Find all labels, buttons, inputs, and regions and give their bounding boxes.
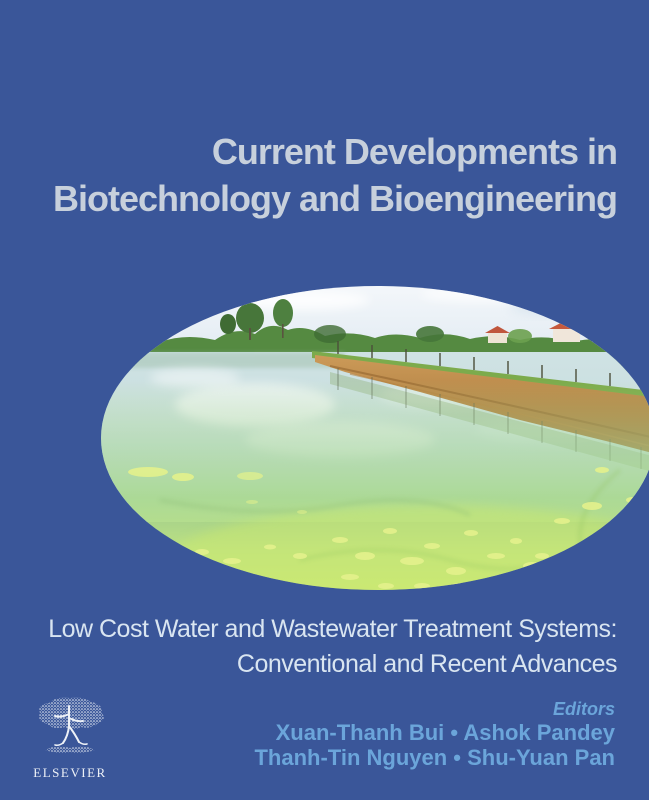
subtitle-line-1: Low Cost Water and Wastewater Treatment Systems:	[48, 615, 617, 643]
title-line-1: Current Developments in	[211, 131, 617, 172]
book-subtitle	[10, 612, 617, 682]
editors-line-1: Xuan-Thanh Bui • Ashok Pandey	[275, 720, 615, 745]
title-line-2: Biotechnology and Bioengineering	[52, 178, 617, 219]
subtitle-line-2: Conventional and Recent Advances	[236, 650, 617, 678]
editors-line-2: Thanh-Tin Nguyen • Shu-Yuan Pan	[254, 745, 615, 770]
photo-algae-water	[90, 378, 649, 625]
editors-block	[150, 698, 615, 770]
elsevier-tree-icon	[33, 696, 107, 758]
editors-label: Editors	[552, 699, 615, 719]
publisher-name: ELSEVIER	[33, 765, 107, 780]
publisher-block	[33, 696, 107, 781]
